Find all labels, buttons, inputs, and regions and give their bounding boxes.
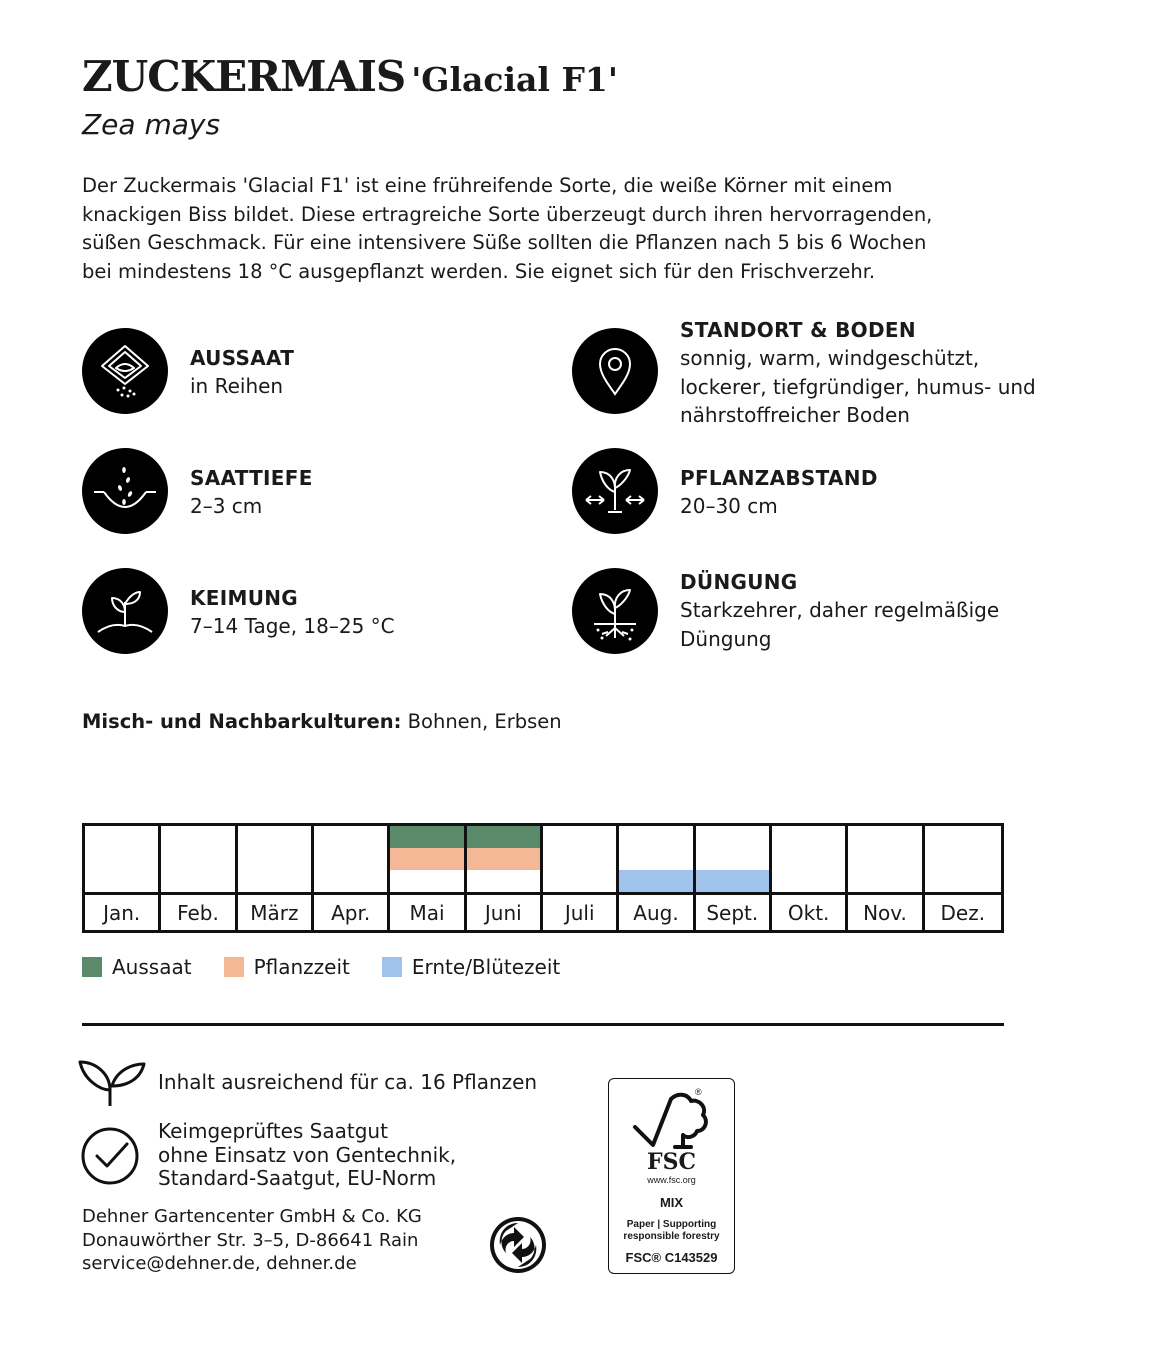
bar-aussaat <box>467 826 540 848</box>
info-value: 20–30 cm <box>680 494 778 518</box>
month-label: Mai <box>390 892 463 930</box>
month-label: Okt. <box>772 892 845 930</box>
info-value-line: Starkzehrer, daher regelmäßige <box>680 598 1000 622</box>
info-value: in Reihen <box>190 374 284 398</box>
fsc-registered-mark: ® <box>695 1087 702 1097</box>
fertilizer-roots-icon <box>572 568 658 654</box>
month-label: Nov. <box>848 892 921 930</box>
legend-item-aussaat <box>82 955 192 979</box>
month-label: Feb. <box>161 892 234 930</box>
month-label: Juli <box>543 892 616 930</box>
sprout-icon <box>82 568 168 654</box>
description-line: Der Zuckermais 'Glacial F1' ist eine frühreifende Sorte, die weiße Körner mit einem <box>82 174 893 197</box>
companion-crops <box>82 710 562 733</box>
fsc-tree-checkmark-icon <box>627 1087 717 1154</box>
checkmark-circle-icon <box>80 1126 140 1186</box>
fsc-claim-line: responsible forestry <box>623 1231 720 1242</box>
seed-depth-icon <box>82 448 168 534</box>
calendar-month-4 <box>390 826 466 930</box>
info-heading: DÜNGUNG <box>680 570 798 594</box>
description <box>82 172 962 286</box>
info-value-line: Düngung <box>680 626 772 651</box>
fsc-name: FSC <box>646 1149 697 1175</box>
fsc-label <box>608 1078 735 1274</box>
month-label: März <box>238 892 311 930</box>
legend-item-pflanzzeit <box>224 955 350 979</box>
fsc-mix: MIX <box>659 1195 684 1210</box>
month-label: Jan. <box>85 892 158 930</box>
calendar-month-3 <box>314 826 390 930</box>
legend-label: Aussaat <box>112 955 192 979</box>
legend-item-ernte <box>382 955 560 979</box>
quality-line: ohne Einsatz von Gentechnik, <box>158 1142 457 1167</box>
calendar-month-6 <box>543 826 619 930</box>
month-label: Sept. <box>696 892 769 930</box>
month-label: Aug. <box>619 892 692 930</box>
info-value: 7–14 Tage, 18–25 °C <box>190 614 395 638</box>
legend-swatch-ernte <box>382 957 402 977</box>
sowing-calendar <box>82 823 1004 933</box>
info-value-line: sonnig, warm, windgeschützt, <box>680 346 980 370</box>
recycling-green-dot-icon <box>488 1215 548 1275</box>
bar-pflanzzeit <box>390 848 463 870</box>
calendar-month-7 <box>619 826 695 930</box>
calendar-month-5 <box>467 826 543 930</box>
companion-value: Bohnen, Erbsen <box>401 710 562 733</box>
info-duengung <box>572 568 1052 658</box>
legend-label: Pflanzzeit <box>253 955 350 979</box>
leaf-pair-icon <box>76 1056 148 1108</box>
info-heading: PFLANZABSTAND <box>680 466 878 490</box>
info-heading: AUSSAAT <box>190 346 295 370</box>
address-line: Donauwörther Str. 3–5, D-86641 Rain <box>82 1229 419 1251</box>
quality-line: Keimgeprüftes Saatgut <box>158 1119 388 1143</box>
info-value: 2–3 cm <box>190 494 263 518</box>
bar-ernte <box>619 870 692 892</box>
calendar-month-0 <box>85 826 161 930</box>
product-title <box>82 52 618 101</box>
info-saattiefe <box>82 448 502 538</box>
latin-name: Zea mays <box>82 108 221 141</box>
fsc-claim-line: Paper | Supporting <box>626 1219 717 1230</box>
calendar-month-10 <box>848 826 924 930</box>
divider <box>82 1023 1004 1026</box>
bar-ernte <box>696 870 769 892</box>
address-line: Dehner Gartencenter GmbH & Co. KG <box>82 1206 422 1227</box>
month-label: Apr. <box>314 892 387 930</box>
company-address <box>82 1205 422 1276</box>
calendar-month-11 <box>925 826 1001 930</box>
info-value-line: nährstoffreicher Boden <box>680 403 910 427</box>
bar-pflanzzeit <box>467 848 540 870</box>
info-heading: KEIMUNG <box>190 586 298 610</box>
product-variety: 'Glacial F1' <box>411 60 618 99</box>
fsc-license-code: FSC® C143529 <box>625 1250 718 1265</box>
fsc-url: www.fsc.org <box>647 1175 696 1185</box>
quality-line: Standard-Saatgut, EU-Norm <box>158 1166 437 1190</box>
description-line: knackigen Biss bildet. Diese ertragreiche Sorte überzeugt durch ihren hervorragenden, <box>82 202 933 226</box>
legend-swatch-pflanzzeit <box>224 957 244 977</box>
info-aussaat <box>82 328 502 418</box>
calendar-month-8 <box>696 826 772 930</box>
location-pin-icon <box>572 328 658 414</box>
legend-label: Ernte/Blütezeit <box>411 955 561 979</box>
info-heading: STANDORT & BODEN <box>680 318 916 342</box>
calendar-month-1 <box>161 826 237 930</box>
legend-swatch-aussaat <box>82 957 102 977</box>
plant-spacing-icon <box>572 448 658 534</box>
quality-note <box>158 1120 456 1191</box>
companion-label: Misch- und Nachbarkulturen: <box>82 710 402 733</box>
seed-packet-icon <box>82 328 168 414</box>
description-line: süßen Geschmack. Für eine intensivere Süße sollten die Pflanzen nach 5 bis 6 Wochen <box>82 231 927 254</box>
month-label: Dez. <box>925 892 1001 930</box>
address-line: service@dehner.de, dehner.de <box>82 1253 357 1274</box>
bar-aussaat <box>390 826 463 848</box>
month-label: Juni <box>467 892 540 930</box>
calendar-month-2 <box>238 826 314 930</box>
description-line: bei mindestens 18 °C ausgepflanzt werden. Sie eignet sich für den Frischverzehr. <box>82 259 876 283</box>
info-value-line: lockerer, tiefgründiger, humus- und <box>680 374 1036 399</box>
info-standort <box>572 316 1052 436</box>
info-pflanzabstand <box>572 448 1052 538</box>
calendar-legend <box>82 955 592 979</box>
product-name: ZUCKERMAIS <box>82 52 406 101</box>
info-keimung <box>82 568 502 658</box>
fsc-claim <box>609 1219 734 1243</box>
info-heading: SAATTIEFE <box>190 466 313 490</box>
content-note: Inhalt ausreichend für ca. 16 Pflanzen <box>158 1070 538 1094</box>
calendar-month-9 <box>772 826 848 930</box>
